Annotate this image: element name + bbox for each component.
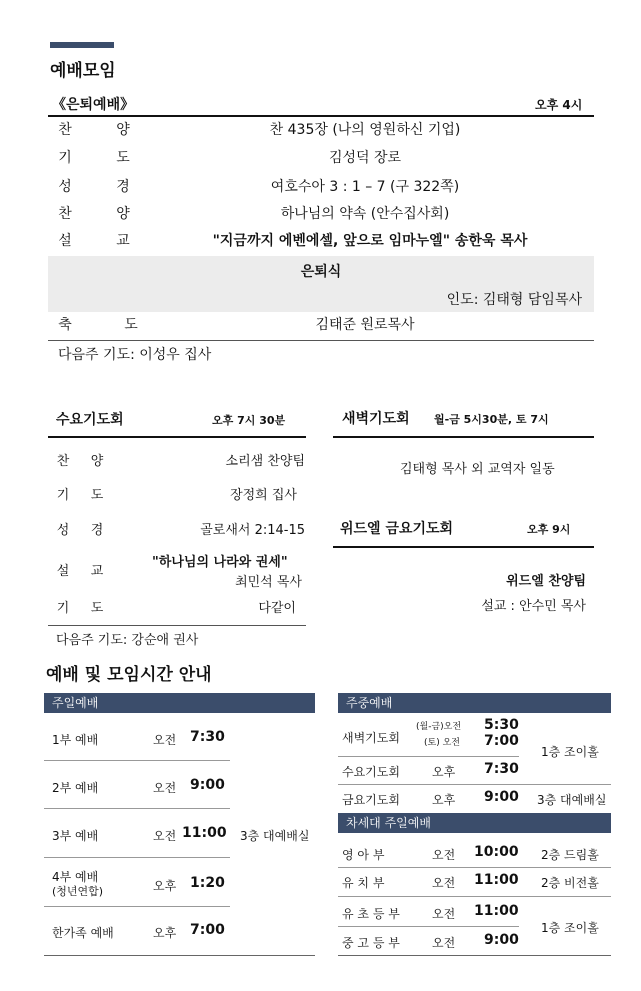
row-label: 설 xyxy=(58,233,72,249)
service-ampm: (월-금)오전 xyxy=(416,722,462,732)
service-ampm: 오전 xyxy=(432,876,456,890)
retire-top-rule xyxy=(48,115,594,117)
row-value: 김성덕 장로 xyxy=(328,150,402,166)
row-label: 기 xyxy=(58,150,72,166)
wed-row xyxy=(0,451,320,473)
row-value: 소리샘 찬양팀 xyxy=(225,454,305,469)
service-ampm: 오후 xyxy=(153,879,177,893)
retire-row xyxy=(0,203,641,225)
dawn-time: 월-금 5시30분, 토 7시 xyxy=(434,413,549,426)
service-time: 7:00 xyxy=(190,922,225,938)
row-divider xyxy=(44,857,230,858)
ceremony-title: 은퇴식 xyxy=(300,264,342,280)
service-ampm: 오후 xyxy=(432,765,456,779)
row-label: 찬 xyxy=(56,454,70,469)
row-label: 양 xyxy=(90,454,104,469)
service-name: 한가족 예배 xyxy=(52,926,114,940)
retire-next-prayer: 다음주 기도: 이성우 집사 xyxy=(58,347,212,363)
row-label: 찬 xyxy=(58,122,72,138)
ceremony-lead: 인도: 김태형 담임목사 xyxy=(446,292,582,308)
weekday-header: 주중예배 xyxy=(338,693,611,713)
friday-preacher: 설교 : 안수민 목사 xyxy=(481,599,586,614)
service-name: 수요기도회 xyxy=(342,765,400,779)
weekday-place: 1층 조이홀 xyxy=(541,745,599,759)
row-label: 도 xyxy=(90,601,104,616)
title-accent-bar xyxy=(50,42,114,48)
fri-place: 3층 대예배실 xyxy=(537,793,607,807)
retire-title: 《은퇴예배》 xyxy=(52,97,135,113)
service-time: 7:00 xyxy=(484,733,519,749)
service-place: 2층 비전홀 xyxy=(541,876,599,890)
row-value: 다같이 xyxy=(258,601,296,616)
row-divider xyxy=(338,896,611,897)
row-divider xyxy=(44,760,230,761)
wed-sermon-title: "하나님의 나라와 권세" xyxy=(152,555,288,570)
section-title: 예배모임 xyxy=(50,61,116,81)
service-time: 11:00 xyxy=(474,903,519,919)
row-label: 성 xyxy=(56,523,70,538)
retire-row-sermon xyxy=(0,230,641,252)
sunday-header: 주일예배 xyxy=(44,693,315,713)
service-time: 9:00 xyxy=(484,789,519,805)
row-value: 김태준 원로목사 xyxy=(315,317,415,333)
wed-time: 오후 7시 30분 xyxy=(212,414,286,427)
schedule-title: 예배 및 모임시간 안내 xyxy=(46,665,212,685)
retire-row xyxy=(0,119,641,141)
row-label: 기 xyxy=(56,601,70,616)
shared-place: 1층 조이홀 xyxy=(541,921,599,935)
service-name: 1부 예배 xyxy=(52,733,99,747)
row-value: 여호수아 3 : 1 – 7 (구 322쪽) xyxy=(270,179,460,195)
service-name: 유 초 등 부 xyxy=(342,907,400,921)
service-time: 10:00 xyxy=(474,844,519,860)
service-ampm: 오전 xyxy=(153,829,177,843)
row-value: 하나님의 약속 (안수집사회) xyxy=(280,206,450,222)
wed-sermon-preacher: 최민석 목사 xyxy=(235,575,302,590)
table-bottom-rule xyxy=(44,955,315,956)
service-ampm: (토) 오전 xyxy=(424,738,460,748)
service-time: 1:20 xyxy=(190,875,225,891)
wed-top-rule xyxy=(48,436,306,438)
service-time: 9:00 xyxy=(484,932,519,948)
service-time: 7:30 xyxy=(190,729,225,745)
row-value: 찬 435장 (나의 영원하신 기업) xyxy=(269,122,461,138)
service-ampm: 오전 xyxy=(153,733,177,747)
row-divider xyxy=(338,926,519,927)
wed-title: 수요기도회 xyxy=(56,412,124,428)
row-label: 축 xyxy=(58,317,72,333)
row-divider xyxy=(338,756,519,757)
row-divider xyxy=(44,906,230,907)
row-label: 설 xyxy=(56,564,70,579)
wed-row xyxy=(0,485,320,507)
table-bottom-rule xyxy=(338,955,611,956)
service-ampm: 오전 xyxy=(432,907,456,921)
row-label: 찬 xyxy=(58,206,72,222)
friday-top-rule xyxy=(333,546,594,548)
service-time: 11:00 xyxy=(474,872,519,888)
row-divider xyxy=(338,867,611,868)
friday-team: 위드엘 찬양팀 xyxy=(506,574,586,589)
service-name: 4부 예배 xyxy=(52,870,99,884)
row-label: 경 xyxy=(116,179,130,195)
dawn-leaders: 김태형 목사 외 교역자 일동 xyxy=(400,462,555,477)
row-value: 장정희 집사 xyxy=(230,488,297,503)
retire-row xyxy=(0,147,641,169)
wed-row xyxy=(0,598,320,620)
row-label: 양 xyxy=(116,122,130,138)
row-label: 기 xyxy=(56,488,70,503)
row-label: 양 xyxy=(116,206,130,222)
retire-time: 오후 4시 xyxy=(535,98,583,112)
friday-title: 위드엘 금요기도회 xyxy=(340,521,454,537)
service-time: 11:00 xyxy=(182,825,227,841)
service-ampm: 오전 xyxy=(153,781,177,795)
service-name: 새벽기도회 xyxy=(342,731,400,745)
dawn-top-rule xyxy=(333,436,594,438)
service-name: 3부 예배 xyxy=(52,829,99,843)
retire-bottom-rule xyxy=(48,340,594,341)
service-ampm: 오후 xyxy=(432,793,456,807)
service-name: 유 치 부 xyxy=(342,876,385,890)
row-label: 도 xyxy=(116,150,130,166)
service-name: 2부 예배 xyxy=(52,781,99,795)
service-ampm: 오전 xyxy=(432,936,456,950)
wed-bottom-rule xyxy=(48,625,306,626)
service-time: 7:30 xyxy=(484,761,519,777)
service-ampm: 오전 xyxy=(432,848,456,862)
service-name: 금요기도회 xyxy=(342,793,400,807)
row-value: 골로새서 2:14-15 xyxy=(200,523,305,538)
row-divider xyxy=(44,808,230,809)
row-label: 교 xyxy=(90,564,104,579)
row-label: 성 xyxy=(58,179,72,195)
sunday-place: 3층 대예배실 xyxy=(240,829,310,843)
service-place: 2층 드림홀 xyxy=(541,848,599,862)
row-divider xyxy=(338,784,611,785)
bless-row xyxy=(0,314,641,336)
service-time: 5:30 xyxy=(484,717,519,733)
row-label: 도 xyxy=(124,317,138,333)
service-ampm: 오후 xyxy=(153,926,177,940)
service-time: 9:00 xyxy=(190,777,225,793)
row-value: "지금까지 에벤에셀, 앞으로 임마누엘" 송한욱 목사 xyxy=(212,233,528,249)
friday-time: 오후 9시 xyxy=(527,523,571,536)
service-name: 중 고 등 부 xyxy=(342,936,400,950)
next-gen-header: 차세대 주일예배 xyxy=(338,813,611,833)
row-label: 도 xyxy=(90,488,104,503)
dawn-title: 새벽기도회 xyxy=(342,411,410,427)
service-name: 영 아 부 xyxy=(342,848,385,862)
service-subname: (청년연합) xyxy=(52,885,104,898)
retire-row xyxy=(0,176,641,198)
row-label: 교 xyxy=(116,233,130,249)
wed-row xyxy=(0,520,320,542)
row-label: 경 xyxy=(90,523,104,538)
wed-next-prayer: 다음주 기도: 강순애 권사 xyxy=(56,633,199,648)
